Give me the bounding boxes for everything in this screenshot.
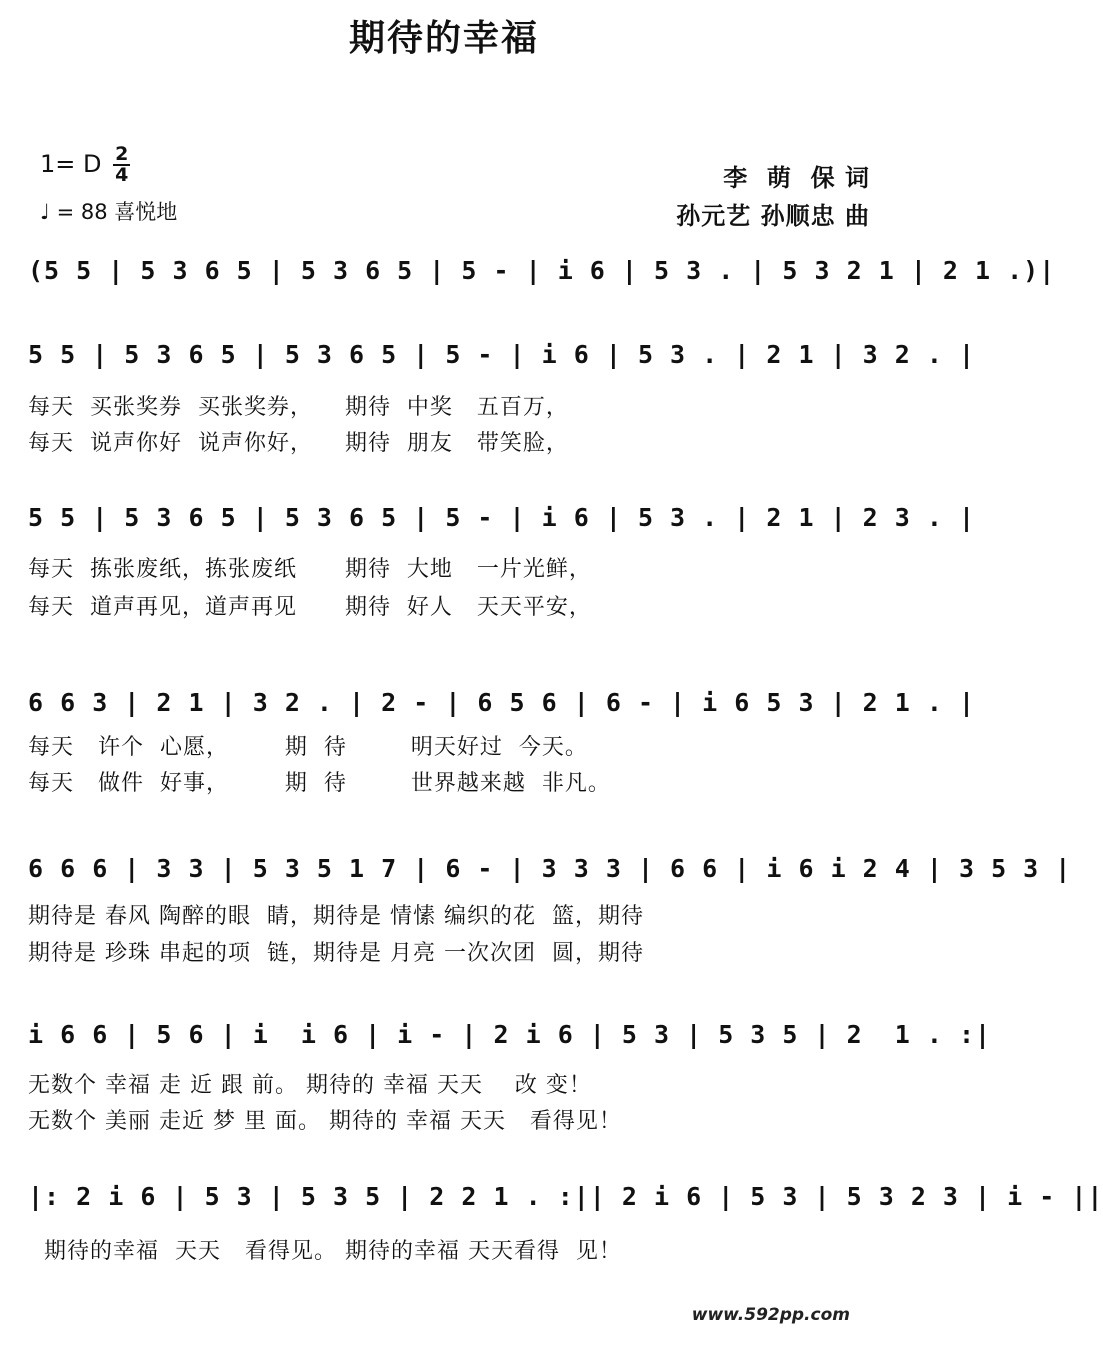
quarter-note-icon: ♩ <box>40 200 50 224</box>
lyric-line: 每天 做件 好事， 期 待 世界越来越 非凡。 <box>28 771 611 796</box>
time-signature <box>113 145 130 185</box>
lyric-line: 每天 买张奖券 买张奖券， 期待 中奖 五百万， <box>28 395 569 420</box>
time-signature-numerator: 2 <box>115 143 129 165</box>
song-title: 期待的幸福 <box>348 18 539 59</box>
score-row-notes: 5 5 | 5 3 6 5 | 5 3 6 5 | 5 - | i 6 | 5 3 . | 2 1 | 2 3 . | <box>28 503 976 532</box>
key-signature <box>40 145 130 185</box>
watermark: www.592pp.com <box>691 1305 850 1325</box>
lyric-line: 无数个 美丽 走近 梦 里 面。 期待的 幸福 天天 看得见！ <box>28 1109 622 1134</box>
tempo-text: = 88 喜悦地 <box>56 200 178 224</box>
tempo-marking <box>40 196 177 226</box>
lyric-line: 每天 说声你好 说声你好， 期待 朋友 带笑脸， <box>28 431 569 456</box>
score-row-notes: 6 6 6 | 3 3 | 5 3 5 1 7 | 6 - | 3 3 3 | 6 6 | i 6 i 2 4 | 3 5 3 | <box>28 854 1072 883</box>
time-signature-denominator: 4 <box>115 164 129 186</box>
key-label: 1= D <box>40 150 102 178</box>
score-row-notes: |: 2 i 6 | 5 3 | 5 3 5 | 2 2 1 . :|| 2 i 6 | 5 3 | 5 3 2 3 | i - || <box>28 1182 1103 1211</box>
score-row-notes: 6 6 3 | 2 1 | 3 2 . | 2 - | 6 5 6 | 6 - | i 6 5 3 | 2 1 . | <box>28 688 976 717</box>
lyric-line: 每天 许个 心愿， 期 待 明天好过 今天。 <box>28 735 588 760</box>
lyric-line: 无数个 幸福 走 近 跟 前。 期待的 幸福 天天 改 变！ <box>28 1073 592 1098</box>
lyric-line: 期待是 珍珠 串起的项 链，期待是 月亮 一次次团 圆，期待 <box>28 941 644 966</box>
composer-credit: 孙元艺 孙顺忠 曲 <box>676 202 870 230</box>
score-row-notes: i 6 6 | 5 6 | i i 6 | i - | 2 i 6 | 5 3 | 5 3 5 | 2 1 . :| <box>28 1020 992 1049</box>
lyric-line: 期待的幸福 天天 看得见。 期待的幸福 天天看得 见！ <box>28 1239 622 1264</box>
lyric-line: 每天 拣张废纸，拣张废纸 期待 大地 一片光鲜， <box>28 557 592 582</box>
score-row-notes: (5 5 | 5 3 6 5 | 5 3 6 5 | 5 - | i 6 | 5 3 . | 5 3 2 1 | 2 1 .)| <box>28 256 1056 285</box>
lyric-line: 期待是 春风 陶醉的眼 睛，期待是 情愫 编织的花 篮，期待 <box>28 904 644 929</box>
lyricist-credit: 李 萌 保 词 <box>723 164 870 192</box>
score-row-notes: 5 5 | 5 3 6 5 | 5 3 6 5 | 5 - | i 6 | 5 3 . | 2 1 | 3 2 . | <box>28 340 976 369</box>
lyric-line: 每天 道声再见，道声再见 期待 好人 天天平安， <box>28 595 592 620</box>
